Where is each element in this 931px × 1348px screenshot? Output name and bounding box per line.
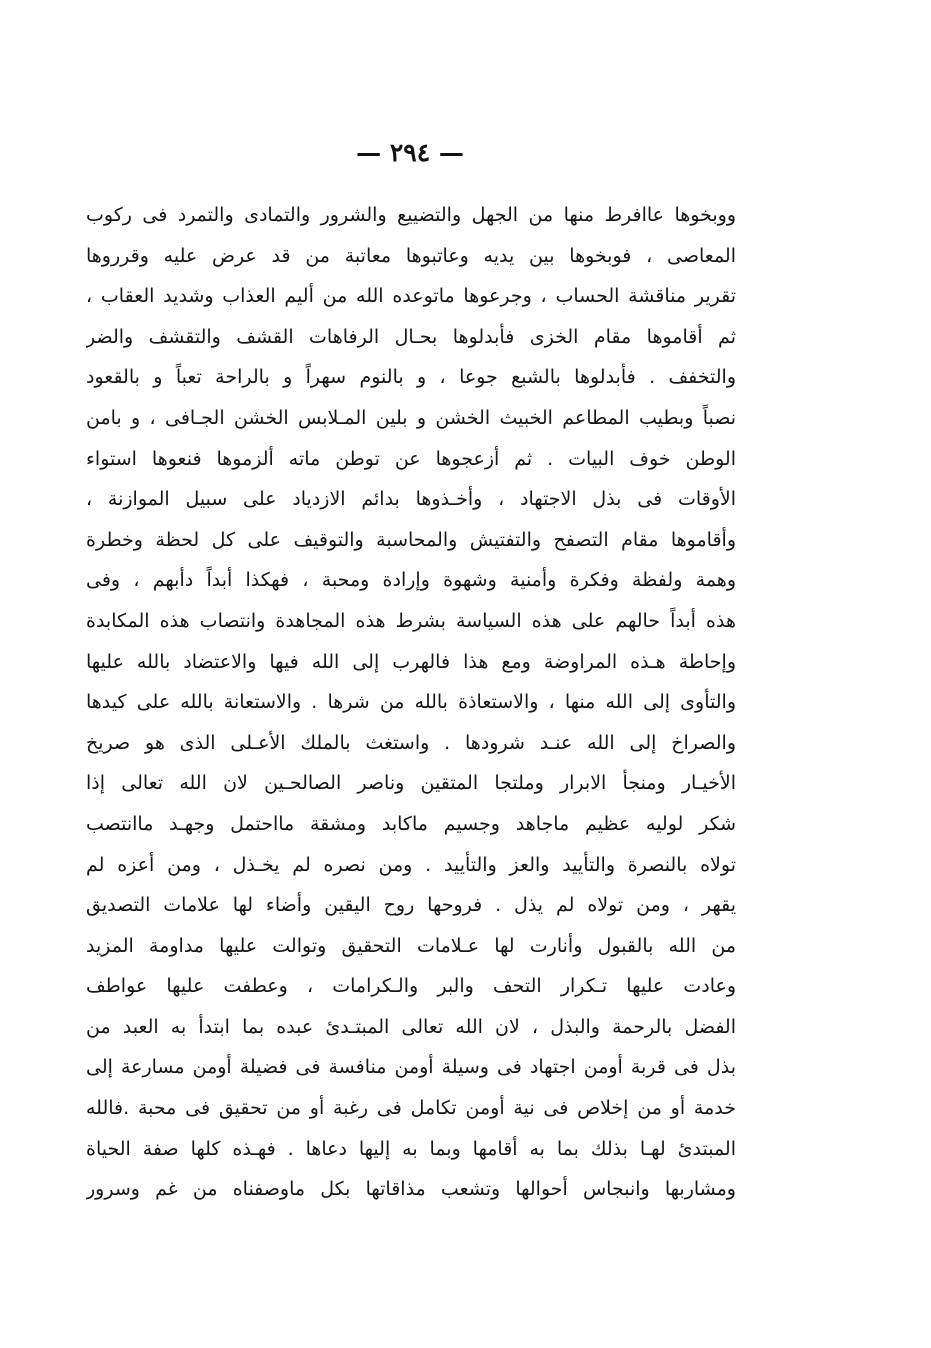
text-line: والتأوى إلى الله منها ، والاستعاذة بالله من شرها . والاستعانة بالله على كيدها xyxy=(86,691,736,714)
text-line: ثم أقاموها مقام الخزى فأبدلوها بحـال الرفاهات القشف والتقشف والضر xyxy=(86,325,736,348)
page-number: — ٢٩٤ — xyxy=(356,138,464,167)
text-line: وإحاطة هـذه المراوضة ومع هذا فالهرب إلى الله فيها والاعتضاد بالله عليها xyxy=(86,650,736,673)
text-line: والصراخ إلى الله عنـد شرودها . واستغث بالملك الأعـلى الذى هو صريخ xyxy=(86,731,736,754)
text-line: بذل فى قربة أومن اجتهاد فى وسيلة أومن منافسة فى فضيلة أومن مسارعة إلى xyxy=(86,1056,736,1079)
text-line: شكر لوليه عظيم ماجاهد وجسيم ماكابد ومشقة مااحتمل وجهـد ماانتصب xyxy=(86,812,736,835)
text-line: يقهر ، ومن تولاه لم يذل . فروحها روح اليقين وأضاء لها علامات التصديق xyxy=(86,894,736,917)
text-line: تقرير مناقشة الحساب ، وجرعوها ماتوعده الله من أليم العذاب وشديد العقاب ، xyxy=(86,285,736,308)
text-line: تولاه بالنصرة والتأييد والعز والتأييد . ومن نصره لم يخـذل ، ومن أعزه لم xyxy=(86,853,736,876)
text-line: ومشاربها وانبجاس أحوالها وتشعب مذاقاتها بكل ماوصفناه من غم وسرور xyxy=(86,1178,736,1201)
text-line: والتخفف . فأبدلوها بالشبع جوعا ، و بالنوم سهراً و بالراحة تعباً و بالقعود xyxy=(86,366,736,389)
text-line: هذه أبداً حالهم على هذه السياسة بشرط هذه المجاهدة وانتصاب هذه المكابدة xyxy=(86,609,736,632)
text-line: المعاصى ، فوبخوها بين يديه وعاتبوها معاتبة من قد عرض عليه وقرروها xyxy=(86,244,736,267)
text-line: الفضل بالرحمة والبذل ، لان الله تعالى المبتـدئ عبده بما ابتدأ به العبد من xyxy=(86,1015,736,1038)
text-line: الوطن خوف البيات . ثم أزعجوها عن توطن ماته ألزموها فنعوها استواء xyxy=(86,447,736,470)
text-line: المبتدئ لهـا بذلك بما به أقامها وبما به إليها دعاها . فهـذه كلها صفة الحياة xyxy=(86,1137,736,1160)
text-line: وعادت عليها تـكرار التحف والبر والـكرامات ، وعطفت عليها عواطف xyxy=(86,975,736,998)
text-line: ووبخوها عاافرط منها من الجهل والتضييع والشرور والتمادى والتمرد فى ركوب xyxy=(86,204,736,226)
text-line: نصباً وبطيب المطاعم الخبيث الخشن و بلين المـلابس الخشن الجـافى ، و بامن xyxy=(86,406,736,429)
text-line: وهمة ولفظة وفكرة وأمنية وشهوة وإرادة ومحبة ، فهكذا أبداً دأبهم ، وفى xyxy=(86,569,736,592)
text-line: من الله بالقبول وأنارت لها عـلامات التحقيق وتوالت عليها مداومة المزيد xyxy=(86,934,736,957)
text-line: وأقاموها مقام التصفح والتفتيش والمحاسبة والتوقيف على كل لحظة وخطرة xyxy=(86,528,736,551)
text-line: الأخيـار ومنجأ الابرار وملتجا المتقين وناصر الصالحـين لان الله تعالى إذا xyxy=(86,772,736,795)
body-text xyxy=(86,195,736,1210)
text-line: الأوقات فى بذل الاجتهاد ، وأخـذوها بدائم الازدياد على سبيل الموازنة ، xyxy=(86,488,736,511)
text-line: خدمة أو من إخلاص فى نية أومن تكامل فى رغبة أو من تحقيق فى محبة .فالله xyxy=(86,1097,736,1120)
